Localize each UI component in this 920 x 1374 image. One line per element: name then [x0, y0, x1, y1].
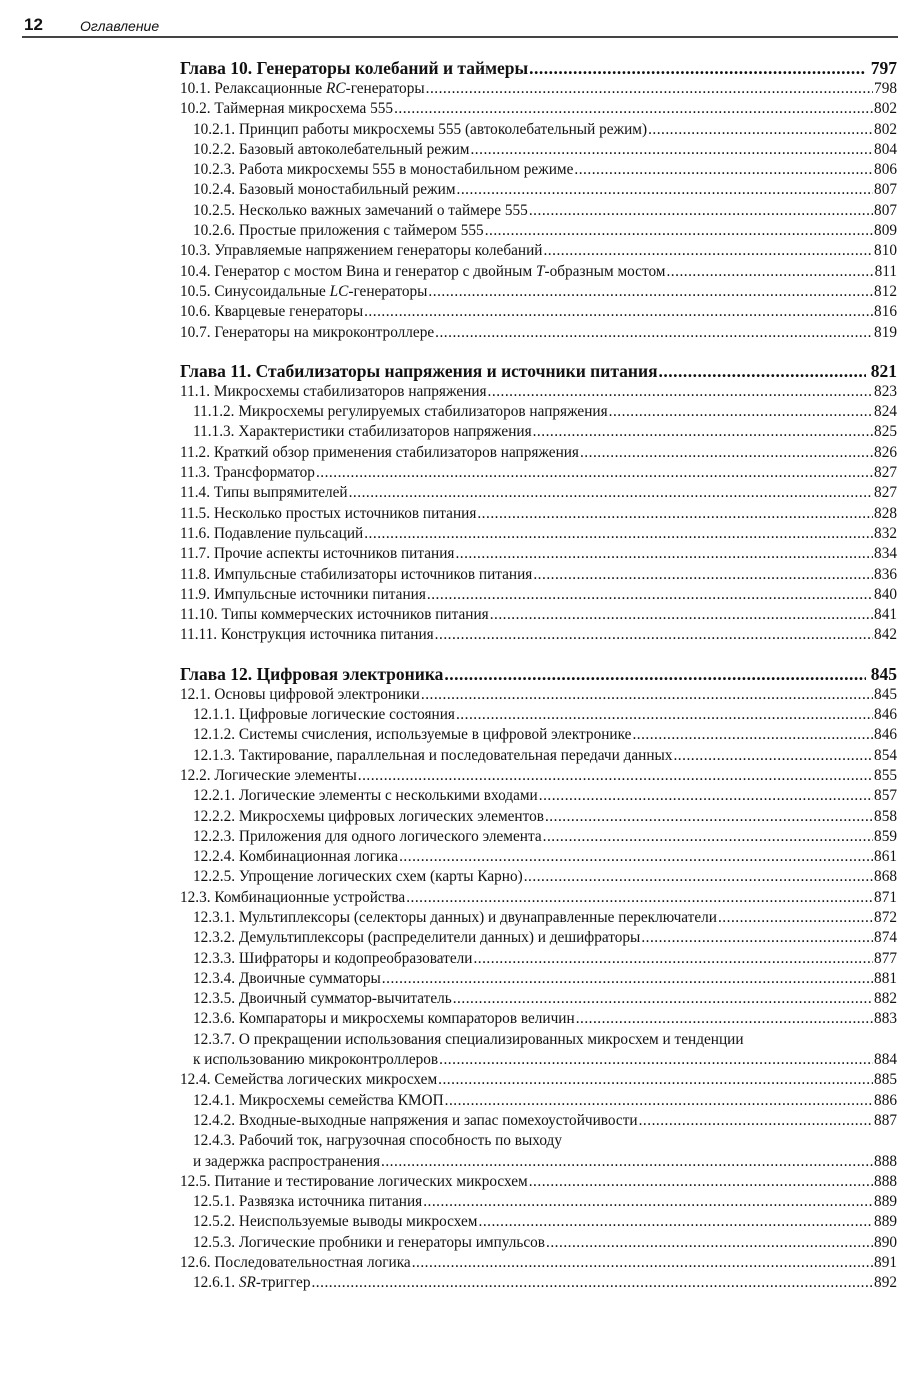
entry-title: 12.3.5. Двоичный сумматор-вычитатель: [193, 990, 452, 1008]
entry-page-number: 884: [874, 1051, 897, 1069]
dot-leader: [632, 725, 873, 745]
chapter-page-number: 797: [870, 58, 897, 78]
entry-page-number: 892: [874, 1274, 897, 1292]
chapter-section: [180, 58, 897, 343]
subsection-entry[interactable]: [180, 160, 897, 180]
entry-page-number: 836: [874, 565, 897, 583]
entry-page-number: 882: [874, 990, 897, 1008]
entry-page-number: 888: [874, 1152, 897, 1170]
section-entry[interactable]: [180, 282, 897, 302]
dot-leader: [479, 1212, 874, 1232]
chapter-heading[interactable]: [180, 664, 897, 685]
entry-title: 11.1.2. Микросхемы регулируемых стабилизаторов напряжения: [193, 403, 608, 421]
entry-title: 11.5. Несколько простых источников питания: [180, 504, 477, 522]
entry-title: 11.3. Трансформатор: [180, 464, 315, 482]
entry-title: 11.1. Микросхемы стабилизаторов напряжения: [180, 382, 487, 400]
section-entry[interactable]: [180, 504, 897, 524]
entry-page-number: 807: [874, 181, 897, 199]
dot-leader: [533, 565, 873, 585]
entry-page-number: 802: [874, 120, 897, 138]
dot-leader: [311, 1273, 873, 1293]
entry-title-italic: SR: [238, 1274, 256, 1292]
entry-page-number: 810: [874, 242, 897, 260]
dot-leader: [470, 140, 873, 160]
section-entry[interactable]: [180, 605, 897, 625]
subsection-entry[interactable]: [180, 969, 897, 989]
entry-title: и задержка распространения: [193, 1152, 381, 1170]
dot-leader: [546, 1233, 873, 1253]
section-entry[interactable]: [180, 463, 897, 483]
entry-page-number: 804: [874, 140, 897, 158]
dot-leader: [718, 908, 873, 928]
subsection-entry[interactable]: [180, 1050, 897, 1070]
entry-page-number: 816: [874, 303, 897, 321]
dot-leader: [639, 1111, 873, 1131]
section-entry[interactable]: [180, 1253, 897, 1273]
dot-leader: [609, 402, 873, 422]
subsection-entry[interactable]: [180, 928, 897, 948]
entry-title: 10.2.3. Работа микросхемы 555 в моностабильном режиме: [193, 161, 574, 179]
subsection-entry[interactable]: [180, 807, 897, 827]
entry-page-number: 877: [874, 949, 897, 967]
entry-page-number: 872: [874, 908, 897, 926]
subsection-entry[interactable]: [180, 949, 897, 969]
dot-leader: [580, 443, 873, 463]
entry-page-number: 885: [874, 1071, 897, 1089]
dot-leader: [394, 99, 873, 119]
entry-page-number: 886: [874, 1091, 897, 1109]
entry-page-number: 809: [874, 222, 897, 240]
subsection-entry[interactable]: [180, 120, 897, 140]
chapter-heading[interactable]: [180, 58, 897, 79]
entry-title: 11.2. Краткий обзор применения стабилизаторов напряжения: [180, 443, 579, 461]
section-entry[interactable]: [180, 565, 897, 585]
entry-page-number: 812: [874, 282, 897, 300]
entry-page-number: 834: [874, 545, 897, 563]
section-entry[interactable]: [180, 1070, 897, 1090]
entry-page-number: 823: [874, 382, 897, 400]
section-entry[interactable]: [180, 544, 897, 564]
subsection-entry[interactable]: [180, 847, 897, 867]
entry-page-number: 883: [874, 1010, 897, 1028]
entry-title: 11.1.3. Характеристики стабилизаторов напряжения: [193, 423, 532, 441]
entry-title: 12.2.2. Микросхемы цифровых логических элементов: [193, 807, 544, 825]
entry-page-number: 846: [874, 726, 897, 744]
dot-leader: [381, 1152, 873, 1172]
subsection-entry[interactable]: [180, 1192, 897, 1212]
chapter-title: Глава 11. Стабилизаторы напряжения и источники питания: [180, 360, 658, 381]
entry-title: 12.1. Основы цифровой электроники: [180, 685, 420, 703]
entry-page-number: 845: [874, 685, 897, 703]
dot-leader: [456, 705, 873, 725]
entry-title: 12.2.5. Упрощение логических схем (карты Карно): [193, 868, 523, 886]
subsection-entry[interactable]: [180, 1212, 897, 1232]
dot-leader: [529, 58, 866, 79]
entry-page-number: 871: [874, 888, 897, 906]
entry-title: 11.11. Конструкция источника питания: [180, 626, 434, 644]
subsection-entry[interactable]: [180, 1091, 897, 1111]
entry-title: 12.4.1. Микросхемы семейства КМОП: [193, 1091, 444, 1109]
entry-page-number: 825: [874, 423, 897, 441]
entry-title: 12.2.1. Логические элементы с несколькими входами: [193, 787, 538, 805]
subsection-entry[interactable]: [180, 422, 897, 442]
entry-title: 12.5. Питание и тестирование логических микросхем: [180, 1172, 528, 1190]
dot-leader: [477, 504, 873, 524]
entry-title: 11.6. Подавление пульсаций: [180, 524, 364, 542]
entry-page-number: 842: [874, 626, 897, 644]
entry-page-number: 891: [874, 1254, 897, 1272]
dot-leader: [529, 201, 873, 221]
dot-leader: [524, 867, 873, 887]
dot-leader: [445, 1091, 873, 1111]
page-number: 12: [24, 15, 43, 34]
section-entry[interactable]: [180, 483, 897, 503]
subsection-entry[interactable]: [180, 402, 897, 422]
section-entry[interactable]: [180, 99, 897, 119]
toc-entry-first-line[interactable]: 12.3.7. О прекращении использования специализированных микросхем и тенденции: [193, 1030, 744, 1048]
dot-leader: [457, 180, 874, 200]
entry-page-number: 858: [874, 807, 897, 825]
entry-title-italic: T: [535, 262, 545, 280]
subsection-entry[interactable]: [180, 140, 897, 160]
subsection-entry[interactable]: [180, 1111, 897, 1131]
dot-leader: [364, 524, 873, 544]
section-entry[interactable]: [180, 766, 897, 786]
chapter-section: [180, 361, 897, 646]
entry-page-number: 859: [874, 827, 897, 845]
dot-leader: [533, 422, 873, 442]
section-entry[interactable]: [180, 888, 897, 908]
dot-leader: [382, 969, 873, 989]
entry-title: 10.2.1. Принцип работы микросхемы 555 (автоколебательный режим): [193, 120, 648, 138]
entry-page-number: 832: [874, 524, 897, 542]
subsection-entry[interactable]: [180, 908, 897, 928]
entry-page-number: 887: [874, 1111, 897, 1129]
dot-leader: [435, 625, 873, 645]
entry-title: 11.10. Типы коммерческих источников питания: [180, 606, 489, 624]
subsection-entry[interactable]: [180, 989, 897, 1009]
entry-page-number: 889: [874, 1213, 897, 1231]
dot-leader: [641, 928, 873, 948]
entry-title: 10.3. Управляемые напряжением генераторы колебаний: [180, 242, 543, 260]
dot-leader: [673, 746, 873, 766]
entry-page-number: 827: [874, 484, 897, 502]
section-entry[interactable]: [180, 1172, 897, 1192]
entry-title: 12.6.1. SR-триггер: [193, 1274, 311, 1292]
dot-leader: [488, 382, 874, 402]
dot-leader: [426, 79, 873, 99]
subsection-entry[interactable]: [180, 1273, 897, 1293]
subsection-entry[interactable]: [180, 201, 897, 221]
entry-title: 10.2. Таймерная микросхема 555: [180, 100, 394, 118]
entry-page-number: 861: [874, 848, 897, 866]
entry-title: 10.2.6. Простые приложения с таймером 555: [193, 222, 484, 240]
dot-leader: [444, 664, 865, 685]
dot-leader: [349, 483, 873, 503]
entry-page-number: 855: [874, 766, 897, 784]
dot-leader: [423, 1192, 873, 1212]
chapter-heading[interactable]: [180, 361, 897, 382]
entry-page-number: 846: [874, 706, 897, 724]
page-header: [22, 14, 898, 38]
dot-leader: [453, 989, 873, 1009]
entry-page-number: 868: [874, 868, 897, 886]
dot-leader: [648, 120, 873, 140]
dot-leader: [438, 1070, 873, 1090]
entry-title: 12.3.6. Компараторы и микросхемы компараторов величин: [193, 1010, 575, 1028]
entry-page-number: 841: [874, 606, 897, 624]
dot-leader: [428, 282, 873, 302]
entry-title: 12.5.2. Неиспользуемые выводы микросхем: [193, 1213, 478, 1231]
dot-leader: [659, 361, 866, 382]
entry-title: 10.2.2. Базовый автоколебательный режим: [193, 140, 470, 158]
section-entry[interactable]: [180, 262, 897, 282]
subsection-entry[interactable]: [180, 705, 897, 725]
entry-title: 12.1.3. Тактирование, параллельная и последовательная передачи данных: [193, 746, 673, 764]
subsection-entry[interactable]: [180, 867, 897, 887]
section-entry[interactable]: [180, 585, 897, 605]
dot-leader: [364, 302, 873, 322]
entry-title: 12.2.4. Комбинационная логика: [193, 848, 399, 866]
entry-page-number: 824: [874, 403, 897, 421]
entry-title: 10.2.5. Несколько важных замечаний о таймере 555: [193, 201, 528, 219]
section-entry[interactable]: [180, 524, 897, 544]
entry-title: 11.7. Прочие аспекты источников питания: [180, 545, 455, 563]
dot-leader: [529, 1172, 873, 1192]
section-entry[interactable]: [180, 302, 897, 322]
entry-title: 10.1. Релаксационные RC-генераторы: [180, 80, 425, 97]
chapter-page-number: 845: [870, 663, 897, 684]
dot-leader: [473, 949, 873, 969]
entry-title: 12.4.2. Входные-выходные напряжения и запас помехоустойчивости: [193, 1111, 638, 1129]
section-entry[interactable]: [180, 323, 897, 343]
dot-leader: [421, 685, 873, 705]
entry-title: 12.1.2. Системы счисления, используемые в цифровой электронике: [193, 726, 632, 744]
dot-leader: [490, 605, 873, 625]
entry-title: 11.9. Импульсные источники питания: [180, 585, 426, 603]
entry-title: 10.6. Кварцевые генераторы: [180, 303, 364, 321]
entry-title: 10.5. Синусоидальные LC-генераторы: [180, 282, 428, 300]
section-entry[interactable]: [180, 625, 897, 645]
dot-leader: [485, 221, 873, 241]
dot-leader: [455, 544, 873, 564]
entry-title: 12.4. Семейства логических микросхем: [180, 1071, 438, 1089]
dot-leader: [427, 585, 873, 605]
chapter-title: Глава 10. Генераторы колебаний и таймеры: [180, 58, 529, 78]
dot-leader: [316, 463, 873, 483]
entry-title: 12.5.1. Развязка источника питания: [193, 1193, 423, 1211]
section-entry[interactable]: [180, 241, 897, 261]
entry-title-italic: RC: [326, 80, 346, 97]
section-entry[interactable]: [180, 443, 897, 463]
entry-page-number: 890: [874, 1233, 897, 1251]
dot-leader: [574, 160, 873, 180]
entry-page-number: 857: [874, 787, 897, 805]
entry-page-number: 881: [874, 969, 897, 987]
entry-page-number: 798: [874, 80, 897, 97]
entry-title: 12.3.1. Мультиплексоры (селекторы данных) и двунаправленные переключатели: [193, 908, 717, 926]
section-entry[interactable]: [180, 79, 897, 99]
entry-title: 12.3.4. Двоичные сумматоры: [193, 969, 381, 987]
chapter-page-number: 821: [870, 360, 897, 381]
subsection-entry[interactable]: [180, 786, 897, 806]
entry-page-number: 826: [874, 443, 897, 461]
entry-title-italic: LC: [329, 282, 349, 300]
dot-leader: [399, 847, 873, 867]
table-of-contents: [180, 58, 897, 1312]
entry-page-number: 827: [874, 464, 897, 482]
section-entry[interactable]: [180, 382, 897, 402]
subsection-entry[interactable]: [180, 746, 897, 766]
dot-leader: [543, 827, 873, 847]
chapter-title: Глава 12. Цифровая электроника: [180, 663, 444, 684]
entry-title: 12.3. Комбинационные устройства: [180, 888, 406, 906]
entry-title: 12.1.1. Цифровые логические состояния: [193, 706, 455, 724]
dot-leader: [666, 262, 873, 282]
entry-page-number: 840: [874, 585, 897, 603]
entry-title: 10.4. Генератор с мостом Вина и генератор с двойным T-образным мостом: [180, 262, 666, 280]
entry-title: 11.8. Импульсные стабилизаторы источников питания: [180, 565, 533, 583]
dot-leader: [439, 1050, 873, 1070]
entry-page-number: 854: [874, 746, 897, 764]
entry-title: 12.6. Последовательностная логика: [180, 1254, 411, 1272]
dot-leader: [412, 1253, 873, 1273]
chapter-section: [180, 664, 897, 1294]
dot-leader: [545, 807, 873, 827]
subsection-entry[interactable]: [180, 1152, 897, 1172]
entry-page-number: 889: [874, 1193, 897, 1211]
subsection-entry[interactable]: [180, 1009, 897, 1029]
dot-leader: [406, 888, 873, 908]
dot-leader: [358, 766, 873, 786]
subsection-entry[interactable]: [180, 725, 897, 745]
entry-title: 11.4. Типы выпрямителей: [180, 484, 348, 502]
toc-entry-first-line[interactable]: 12.4.3. Рабочий ток, нагрузочная способность по выходу: [193, 1132, 562, 1150]
subsection-entry[interactable]: [180, 221, 897, 241]
entry-title: 12.3.3. Шифраторы и кодопреобразователи: [193, 949, 473, 967]
dot-leader: [435, 323, 873, 343]
entry-title: 12.3.2. Демультиплексоры (распределители данных) и дешифраторы: [193, 929, 641, 947]
dot-leader: [576, 1009, 873, 1029]
section-entry[interactable]: [180, 685, 897, 705]
subsection-entry[interactable]: [180, 1233, 897, 1253]
dot-leader: [539, 786, 873, 806]
entry-title: 12.5.3. Логические пробники и генераторы импульсов: [193, 1233, 546, 1251]
entry-title: 10.7. Генераторы на микроконтроллере: [180, 323, 435, 341]
dot-leader: [543, 241, 873, 261]
entry-page-number: 888: [874, 1172, 897, 1190]
entry-page-number: 819: [874, 323, 897, 341]
entry-page-number: 828: [874, 504, 897, 522]
entry-page-number: 811: [874, 262, 897, 280]
entry-page-number: 874: [874, 929, 897, 947]
entry-page-number: 806: [874, 161, 897, 179]
subsection-entry[interactable]: [180, 180, 897, 200]
subsection-entry[interactable]: [180, 827, 897, 847]
entry-page-number: 802: [874, 100, 897, 118]
entry-title: 10.2.4. Базовый моностабильный режим: [193, 181, 456, 199]
entry-title: 12.2.3. Приложения для одного логического элемента: [193, 827, 542, 845]
entry-title: к использованию микроконтроллеров: [193, 1051, 439, 1069]
entry-title: 12.2. Логические элементы: [180, 766, 357, 784]
running-title: Оглавление: [80, 18, 160, 34]
entry-page-number: 807: [874, 201, 897, 219]
